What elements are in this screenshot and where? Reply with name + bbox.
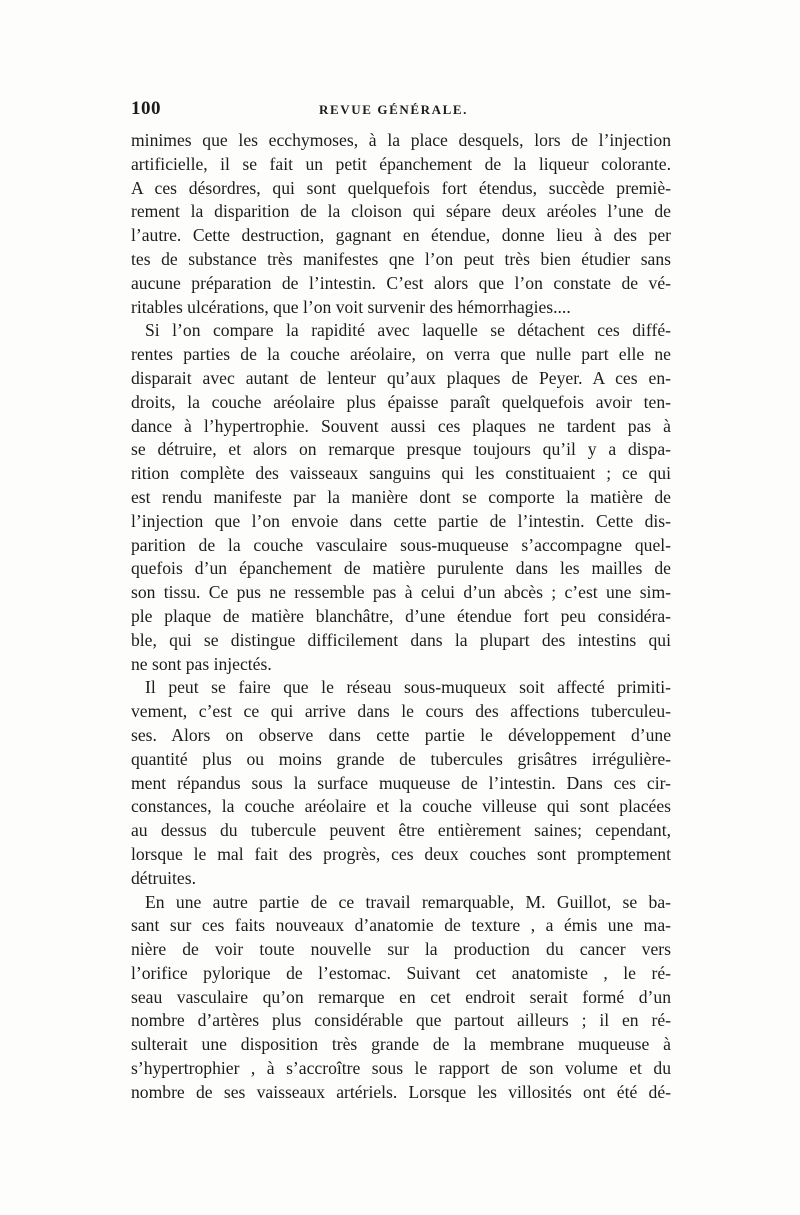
text-line: disparait avec autant de lenteur qu’aux plaques de Peyer. A ces en- bbox=[131, 367, 671, 388]
text-line: parition de la couche vasculaire sous-muqueuse s’accompagne quel- bbox=[131, 534, 671, 555]
paragraph-start-line: Il peut se faire que le réseau sous-muqueux soit affecté primiti- bbox=[145, 677, 671, 698]
text-line: seau vasculaire qu’on remarque en cet endroit serait formé d’un bbox=[131, 986, 671, 1007]
text-line: s’hypertrophier , à s’accroître sous le rapport de son volume et du bbox=[131, 1058, 671, 1079]
page-header bbox=[131, 98, 671, 124]
text-line: ble, qui se distingue difficilement dans la plupart des intestins qui bbox=[131, 629, 671, 650]
text-line: A ces désordres, qui sont quelquefois fort étendus, succède premiè- bbox=[131, 177, 671, 198]
text-line: rement la disparition de la cloison qui sépare deux aréoles l’une de bbox=[131, 201, 671, 222]
text-line: rition complète des vaisseaux sanguins qui les constituaient ; ce qui bbox=[131, 463, 671, 484]
text-line: constances, la couche aréolaire et la couche villeuse qui sont placées bbox=[131, 796, 671, 817]
text-line: son tissu. Ce pus ne ressemble pas à celui d’un abcès ; c’est une sim- bbox=[131, 582, 671, 603]
text-line: nombre d’artères plus considérable que partout ailleurs ; il en ré- bbox=[131, 1010, 671, 1031]
text-line: dance à l’hypertrophie. Souvent aussi ces plaques ne tardent pas à bbox=[131, 415, 671, 436]
text-line: ne sont pas injectés. bbox=[131, 653, 272, 674]
text-line: quantité plus ou moins grande de tubercules grisâtres irrégulière- bbox=[131, 748, 671, 769]
text-line: l’injection que l’on envoie dans cette partie de l’intestin. Cette dis- bbox=[131, 510, 671, 531]
text-line: minimes que les ecchymoses, à la place desquels, lors de l’injection bbox=[131, 130, 671, 150]
text-line: droits, la couche aréolaire plus épaisse paraît quelquefois avoir ten- bbox=[131, 391, 671, 412]
text-line: ritables ulcérations, que l’on voit survenir des hémorrhagies.... bbox=[131, 296, 571, 317]
text-line: détruites. bbox=[131, 867, 196, 888]
paragraph-start-line: En une autre partie de ce travail remarquable, M. Guillot, se ba- bbox=[145, 891, 671, 912]
running-title: REVUE GÉNÉRALE. bbox=[319, 102, 468, 117]
text-line: ple plaque de matière blanchâtre, d’une étendue fort peu considéra- bbox=[131, 605, 671, 626]
text-line: est rendu manifeste par la manière dont se comporte la matière de bbox=[131, 486, 671, 507]
page-number: 100 bbox=[131, 98, 161, 119]
text-line: quefois d’un épanchement de matière purulente dans les mailles de bbox=[131, 558, 671, 579]
paragraph-start-line: Si l’on compare la rapidité avec laquelle se détachent ces diffé- bbox=[145, 320, 671, 341]
text-line: aucune préparation de l’intestin. C’est alors que l’on constate de vé- bbox=[131, 272, 671, 293]
text-line: tes de substance très manifestes qne l’on peut très bien étudier sans bbox=[131, 248, 671, 269]
text-line: nière de voir toute nouvelle sur la production du cancer vers bbox=[131, 939, 671, 960]
text-line: nombre de ses vaisseaux artériels. Lorsque les villosités ont été dé- bbox=[131, 1081, 671, 1102]
text-line: ment répandus sous la surface muqueuse de l’intestin. Dans ces cir- bbox=[131, 772, 671, 793]
text-line: vement, c’est ce qui arrive dans le cours des affections tuberculeu- bbox=[131, 701, 671, 722]
text-line: sulterait une disposition très grande de la membrane muqueuse à bbox=[131, 1034, 671, 1055]
text-line: artificielle, il se fait un petit épanchement de la liqueur colorante. bbox=[131, 153, 671, 174]
text-line: rentes parties de la couche aréolaire, on verra que nulle part elle ne bbox=[131, 344, 671, 365]
text-line: sant sur ces faits nouveaux d’anatomie de texture , a émis une ma- bbox=[131, 915, 671, 936]
text-line: l’autre. Cette destruction, gagnant en étendue, donne lieu à des per bbox=[131, 225, 671, 246]
text-line: lorsque le mal fait des progrès, ces deux couches sont promptement bbox=[131, 843, 671, 864]
text-line: au dessus du tubercule peuvent être entièrement saines; cependant, bbox=[131, 820, 671, 841]
text-line: l’orifice pylorique de l’estomac. Suivant cet anatomiste , le ré- bbox=[131, 962, 671, 983]
text-line: ses. Alors on observe dans cette partie le développement d’une bbox=[131, 724, 671, 745]
body-text bbox=[131, 129, 671, 1105]
text-line: se détruire, et alors on remarque presque toujours qu’il y a dispa- bbox=[131, 439, 671, 460]
